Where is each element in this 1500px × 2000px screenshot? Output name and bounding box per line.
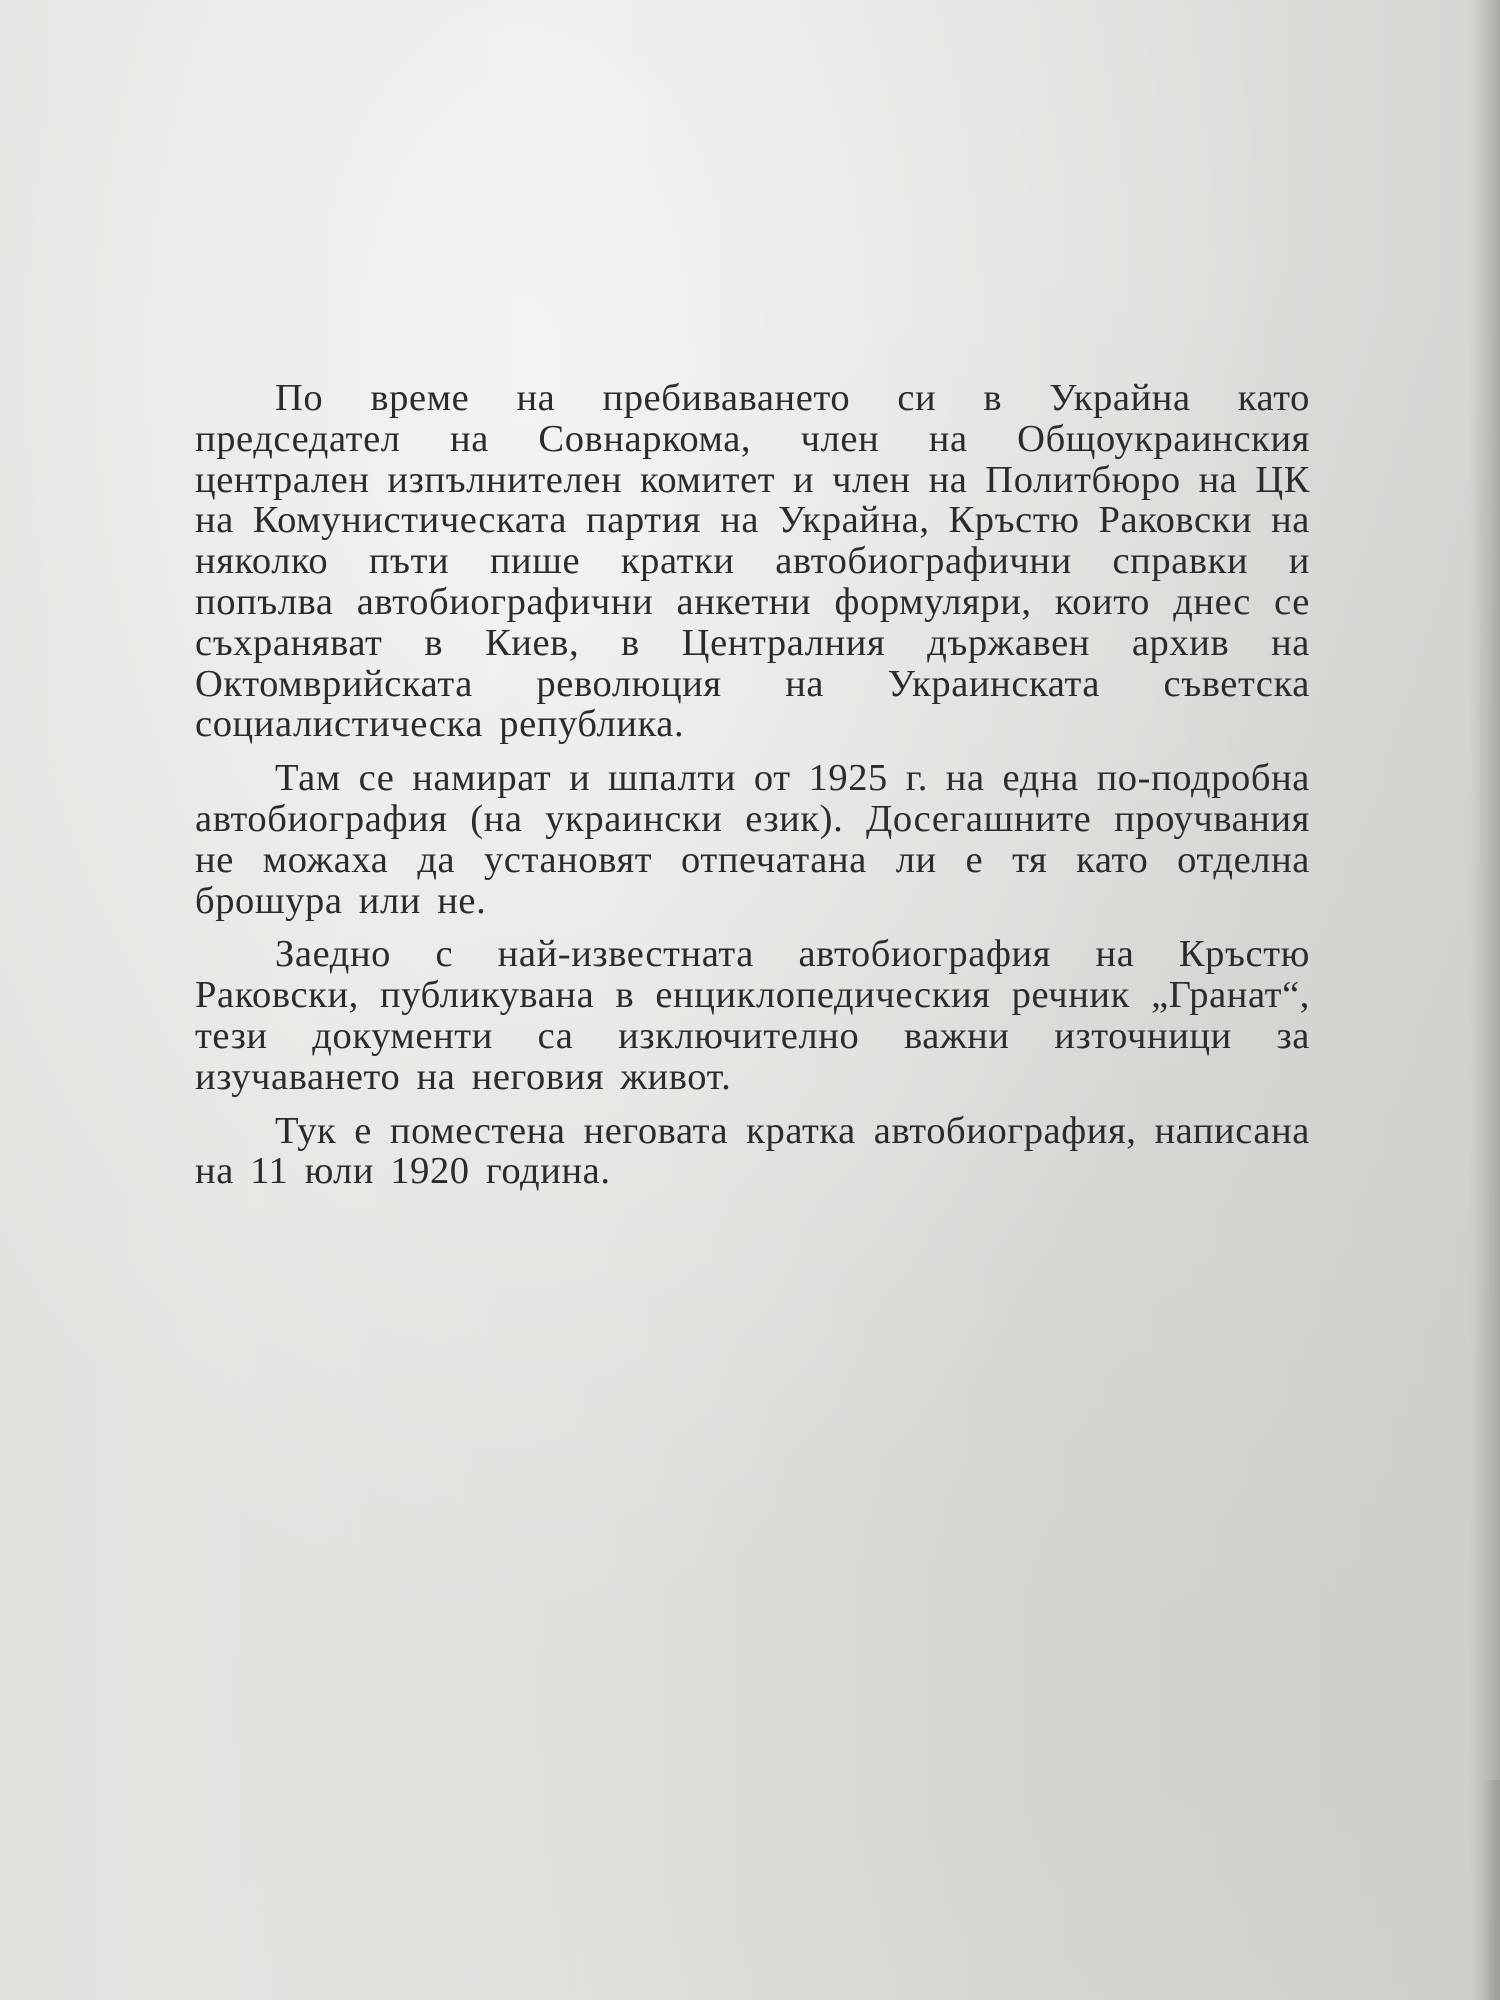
page-edge-shadow [1470, 0, 1500, 2000]
paragraph-3: Заедно с най-известната автобиография на Кръстю Раковски, публикувана в енциклопедическия речник „Гранат“, тези документи са изключително важни източници за изучаването на неговия живот. [195, 933, 1310, 1098]
paragraph-1: По време на пребиваването си в Украйна като председател на Совнаркома, член на Общоукраинския централен изпълнителен комитет и член на Политбюро на ЦК на Комунистическата партия на Украйна, Кръстю Раковски на няколко пъти пише кратки автобиографични справки и попълва автобиографични анкетни формуляри, които днес се съхраняват в Киев, в Централния държавен архив на Октомврийската революция на Украинската съветска социалистическа република. [195, 377, 1310, 746]
body-text [195, 378, 1310, 1192]
paragraph-4: Тук е поместена неговата кратка автобиография, написана на 11 юли 1920 година. [195, 1109, 1310, 1193]
page-corner-shadow [1482, 1780, 1500, 2000]
paragraph-2: Там се намират и шпалти от 1925 г. на една по-подробна автобиография (на украински език). Досегашните проучвания не можаха да установят отпечатана ли е тя като отделна брошура или не. [195, 757, 1310, 922]
